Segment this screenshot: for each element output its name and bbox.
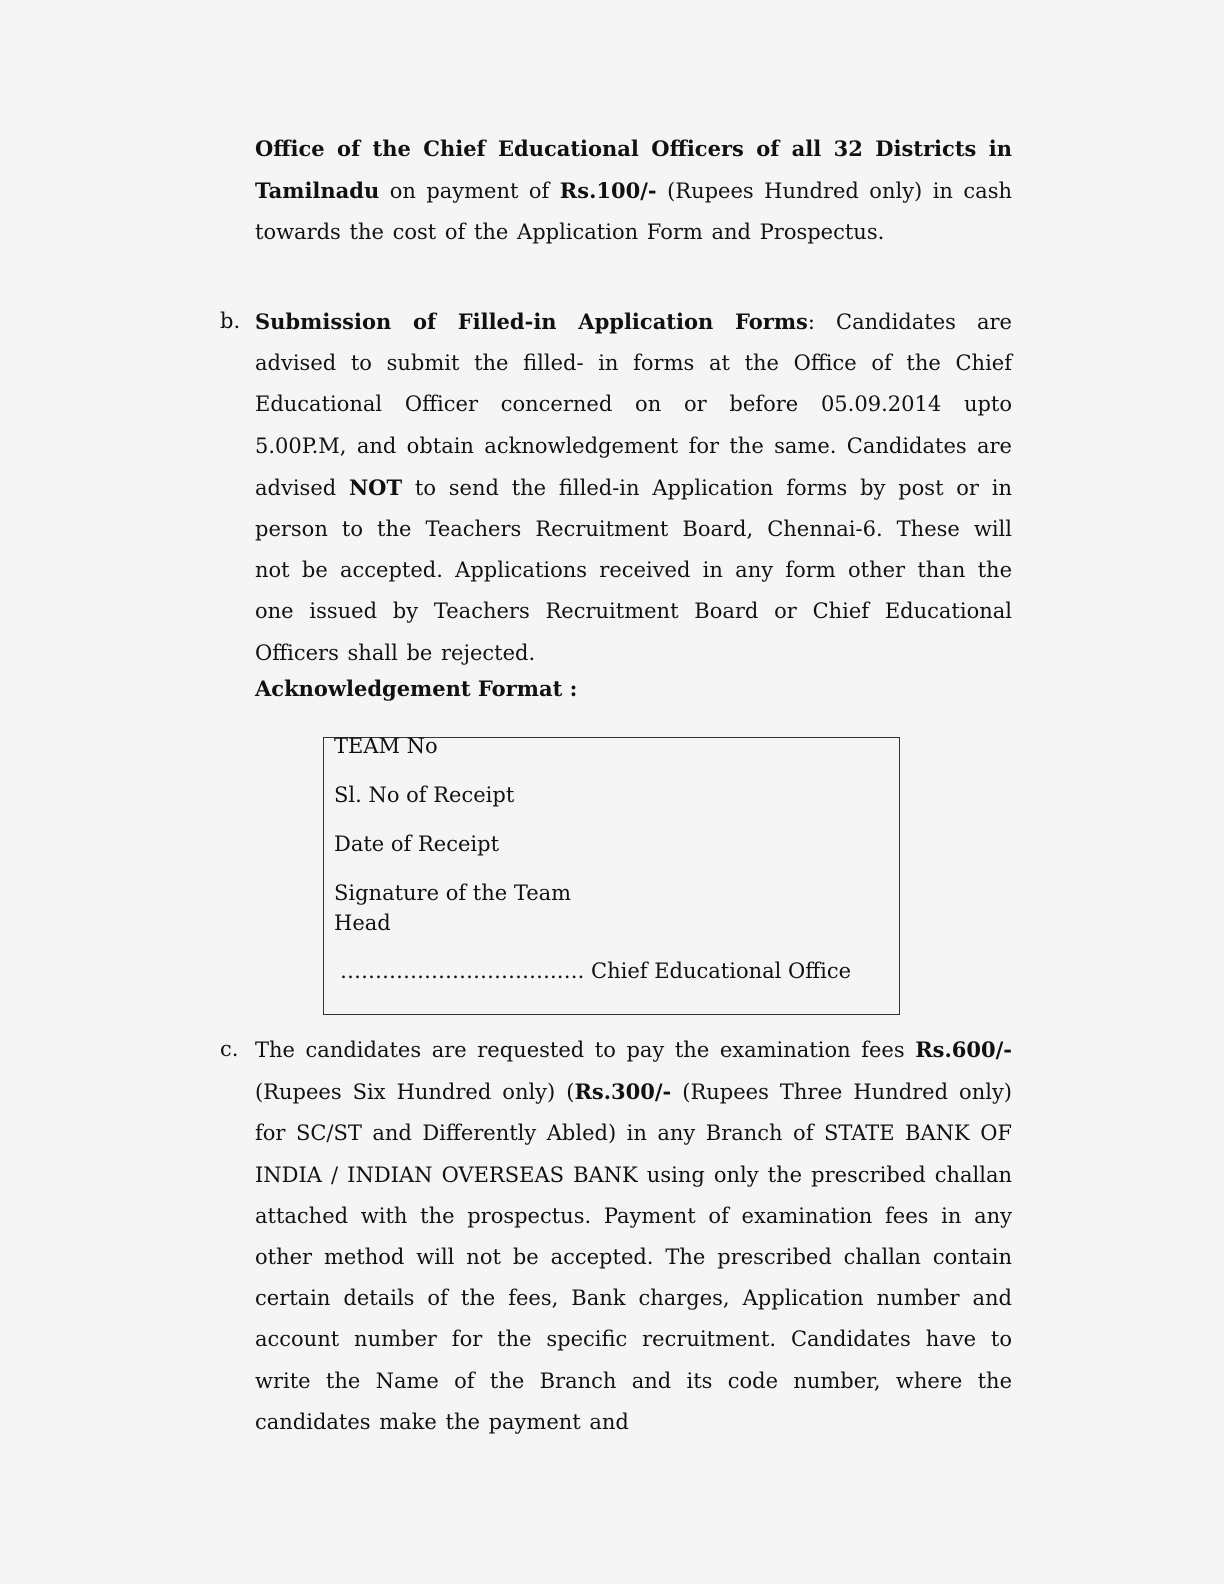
para-b-text-1: : Candidates are advised to submit the filled- in forms at the Office of the Chief Educational Officer concerned on or before 05.09.2014 upto 5.00P.M, and obtain acknowledgement for the same. Candidates are advised (255, 310, 1012, 500)
submission-heading: Submission of Filled-in Application Forms (255, 309, 808, 334)
chief-educational-office-line: ………………………….…. Chief Educational Office (340, 959, 852, 983)
receipt-number-label: Sl. No of Receipt (334, 783, 515, 807)
para-c-text-1: The candidates are requested to pay the examination fees (255, 1038, 916, 1062)
para-a-text-2: (Rupees Hundred only) in cash towards the cost of the Application Form and Prospectus. (255, 179, 1012, 245)
not-emphasis: NOT (348, 474, 403, 500)
para-c-text-3: (Rupees Three Hundred only) for SC/ST and Differently Abled) in any Branch of STATE BANK OF INDIA / INDIAN OVERSEAS BANK using only the prescribed challan attached with the prospectus. Payment of examination fees in any other method will not be accepted. The prescribed challan contain certain details of the fees, Bank charges, Application number and account number for the specific recruitment. Candidates have to write the Name of the Branch and its code number, where the candidates make the payment and (255, 1080, 1012, 1434)
list-marker-b: b. (220, 309, 241, 333)
para-a-text-1: on payment of (379, 179, 560, 204)
acknowledgement-heading: Acknowledgement Format : (255, 676, 578, 701)
team-head-signature-label: Signature of the Team Head (334, 881, 572, 935)
fee-amount-600: Rs.600/- (915, 1037, 1012, 1062)
paragraph-b (220, 301, 1012, 674)
acknowledgement-format-box (323, 734, 900, 1015)
para-b-text-2: to send the filled-in Application forms by post or in person to the Teachers Recruitment Board, Chennai-6. These will not be accepted. Applications received in any form other than the one issued by Teachers Recruitment Board or Chief Educational Officers shall be rejected. (255, 475, 1012, 665)
list-marker-c: c. (220, 1037, 239, 1061)
fee-amount-100: Rs.100/- (559, 178, 657, 204)
paragraph-a-continuation (255, 128, 1012, 254)
receipt-date-label: Date of Receipt (334, 832, 500, 856)
team-no-label: TEAM No (334, 734, 438, 758)
fee-amount-300: Rs.300/- (574, 1079, 672, 1105)
para-c-text-2: (Rupees Six Hundred only) ( (255, 1080, 575, 1105)
chief-educational-officers-text: Office of the Chief Educational Officers of all 32 Districts in Tamilnadu (255, 136, 1012, 204)
paragraph-c (220, 1029, 1012, 1443)
